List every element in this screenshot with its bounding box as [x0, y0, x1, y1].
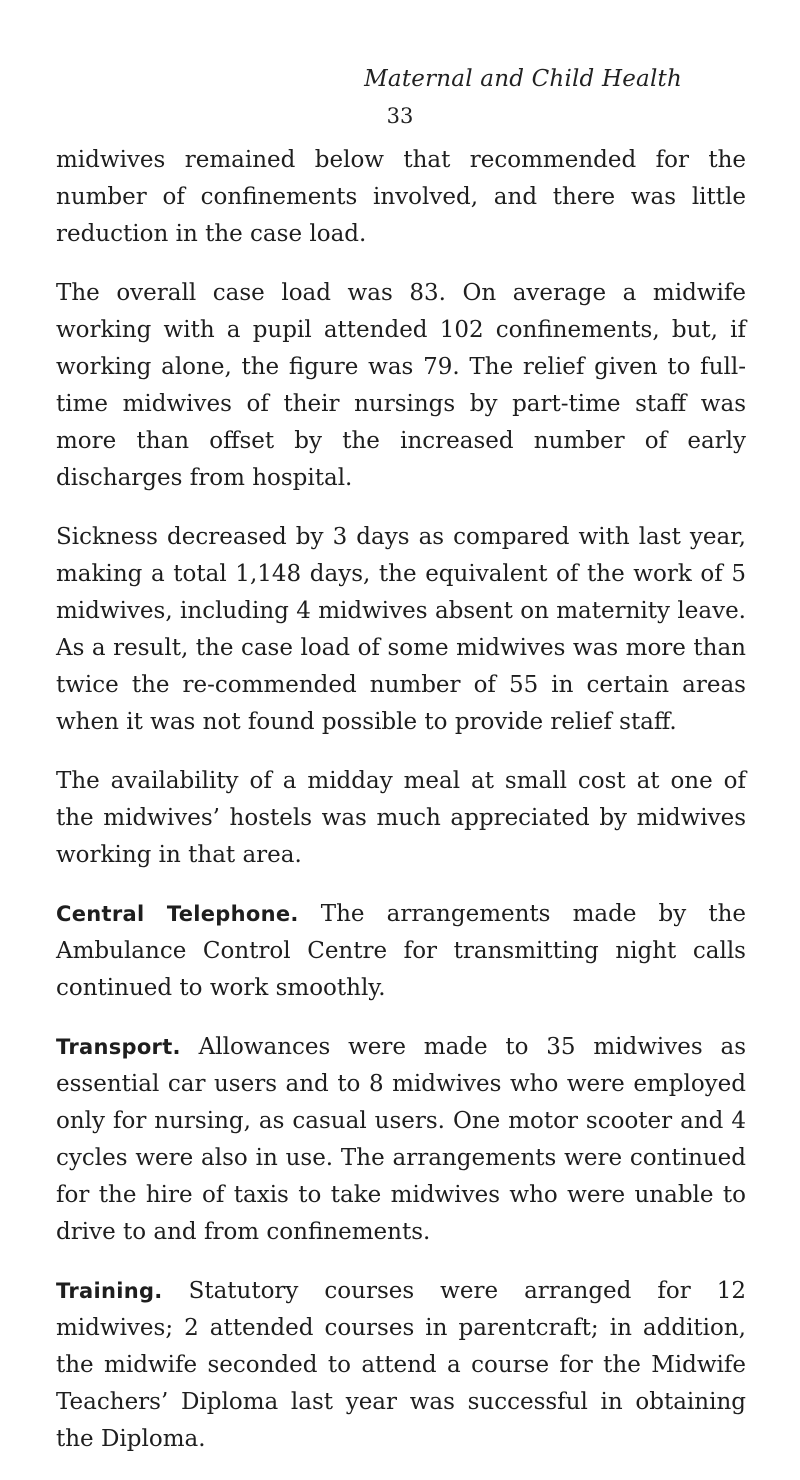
paragraph-text: Allowances were made to 35 midwives as essential car users and to 8 midwives who were employed only for nursing, as casual users. One motor scooter and 4 cycles were also in use. The arrangements were continued for the hire of taxis to take midwives who were unable to drive to and from confinements.: [56, 1034, 746, 1245]
paragraph-text: The arrangements made by the Ambulance Control Centre for transmitting night calls continued to work smoothly.: [56, 901, 747, 1001]
paragraph: [56, 763, 746, 874]
paragraph-text: The overall case load was 83. On average a midwife working with a pupil attended 102 confinements, but, if working alone, the figure was 79. The relief given to full-time midwives of their nursings by part-time staff was more than offset by the increased number of early discharges from hospital.: [56, 280, 746, 491]
paragraph-training: [56, 1273, 746, 1458]
paragraph-text: Sickness decreased by 3 days as compared with last year, making a total 1,148 days, the equivalent of the work of 5 midwives, including 4 midwives absent on maternity leave. As a result, the case load of some midwives was more than twice the re-commended number of 55 in certain areas when it was not found possible to provide relief staff.: [56, 524, 746, 735]
paragraph: [56, 275, 746, 497]
paragraph-central-telephone: [56, 896, 746, 1007]
page-number: 33: [386, 104, 414, 128]
section-heading: Training.: [56, 1279, 163, 1303]
running-title: Maternal and Child Health: [364, 66, 682, 92]
paragraph-transport: [56, 1029, 746, 1251]
paragraph-text: The availability of a midday meal at small cost at one of the midwives’ hostels was much appreciated by midwives working in that area.: [56, 768, 746, 868]
section-heading: Central Telephone.: [56, 902, 299, 926]
paragraph-text: Statutory courses were arranged for 12 midwives; 2 attended courses in parentcraft; in addition, the midwife seconded to attend a course for the Midwife Teachers’ Diploma last year was successful in obtaining the Diploma.: [56, 1278, 747, 1452]
body-text: [56, 142, 746, 1480]
paragraph-text: midwives remained below that recommended for the number of confinements involved, and there was little reduction in the case load.: [56, 147, 746, 247]
paragraph: [56, 142, 746, 253]
section-heading: Transport.: [56, 1035, 181, 1059]
paragraph: [56, 519, 746, 741]
